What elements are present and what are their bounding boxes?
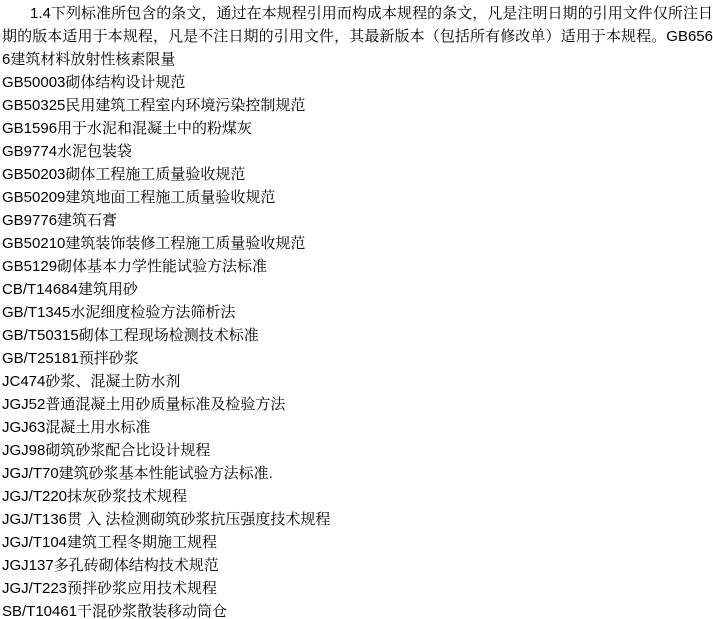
standard-reference: JGJ/T70建筑砂浆基本性能试验方法标准. — [2, 465, 273, 482]
standard-reference: GB50209建筑地面工程施工质量验收规范 — [2, 189, 276, 206]
standard-reference: JC474砂浆、混凝土防水剂 — [2, 373, 181, 390]
standard-reference: GB1596用于水泥和混凝土中的粉煤灰 — [2, 120, 253, 137]
standard-reference: GB50003砌体结构设计规范 — [2, 74, 186, 91]
standard-reference: JGJ/T223预拌砂浆应用技术规程 — [2, 580, 218, 597]
standard-reference: GB9776建筑石膏 — [2, 212, 118, 229]
intro-paragraph: 1.4下列标准所包含的条文，通过在本规程引用而构成本规程的条文，凡是注明日期的引用文件仅所注日期的版本适用于本规程，凡是不注日期的引用文件，其最新版本（包括所有修改单）适用于本规程。GB6566建筑材料放射性核素限量 — [2, 5, 713, 68]
standard-reference: JGJ98砌筑砂浆配合比设计规程 — [2, 442, 211, 459]
standard-reference: JGJ63混凝土用水标准 — [2, 419, 151, 436]
standard-reference: JGJ/T220抹灰砂浆技术规程 — [2, 488, 188, 505]
standards-list — [2, 71, 713, 619]
standard-reference: CB/T14684建筑用砂 — [2, 281, 138, 298]
standard-reference: GB50203砌体工程施工质量验收规范 — [2, 166, 246, 183]
standard-reference: GB/T1345水泥细度检验方法筛析法 — [2, 304, 236, 321]
standard-reference: GB/T50315砌体工程现场检测技术标准 — [2, 327, 259, 344]
standard-reference: SB/T10461干混砂浆散装移动筒仓 — [2, 603, 228, 619]
standard-reference: GB9774水泥包装袋 — [2, 143, 133, 160]
standard-reference: GB5129砌体基本力学性能试验方法标准 — [2, 258, 268, 275]
standard-reference: JGJ52普通混凝土用砂质量标准及检验方法 — [2, 396, 286, 413]
standard-reference: GB/T25181预拌砂浆 — [2, 350, 139, 367]
standard-reference: JGJ/T104建筑工程冬期施工规程 — [2, 534, 218, 551]
standard-reference: GB50210建筑装饰装修工程施工质量验收规范 — [2, 235, 306, 252]
standard-reference: GB50325民用建筑工程室内环境污染控制规范 — [2, 97, 306, 114]
standard-reference: JGJ137多孔砖砌体结构技术规范 — [2, 557, 219, 574]
standard-reference: JGJ/T136贯 入 法检测砌筑砂浆抗压强度技术规程 — [2, 511, 331, 528]
